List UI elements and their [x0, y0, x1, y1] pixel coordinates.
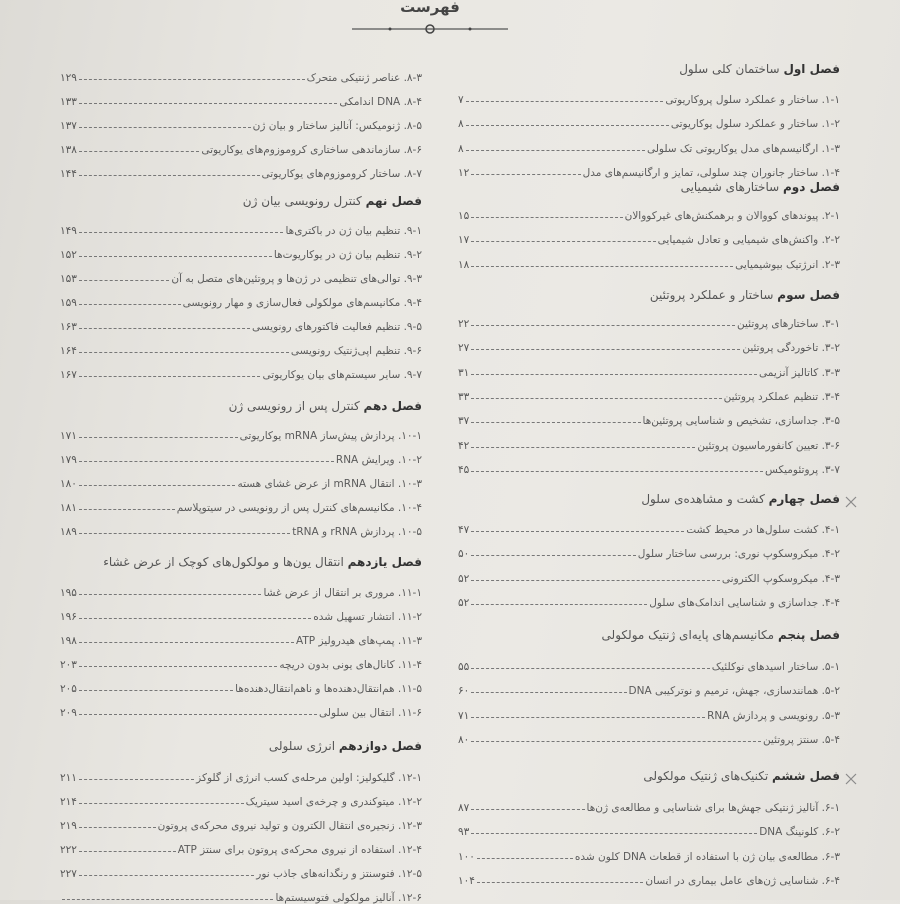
dotted-leader	[79, 376, 261, 377]
dotted-leader	[471, 266, 733, 267]
toc-entry-page: ۸	[458, 118, 464, 131]
toc-entry-title: ۹-۵. تنظیم فعالیت فاکتورهای رونویسی	[252, 321, 422, 333]
toc-entry[interactable]	[458, 818, 840, 838]
toc-entry-title: ۵-۲. همانندسازی، جهش، ترمیم و نوترکیبی DNA	[628, 685, 840, 698]
toc-entry-page: ۱۵	[458, 210, 470, 222]
toc-entry-page: ۵۲	[458, 596, 470, 609]
dotted-leader	[79, 280, 169, 281]
toc-entry[interactable]	[458, 110, 840, 130]
toc-entry-title: ۱۱-۶. انتقال بین سلولی	[319, 707, 422, 719]
toc-entry-title: ۱۲-۳. زنجیره‌ی انتقال الکترون و تولید نیروی محرکه‌ی پروتون	[157, 820, 422, 832]
toc-entry-page: ۶۰	[458, 685, 470, 698]
toc-entry-page: ۱۵۹	[60, 297, 77, 309]
chapter-number: فصل ششم	[772, 769, 840, 783]
dotted-leader	[79, 690, 233, 691]
chapter-title: کشت و مشاهده‌ی سلول	[641, 492, 765, 506]
toc-entry-page: ۱۳۷	[60, 120, 77, 132]
toc-entry[interactable]	[60, 446, 422, 466]
dotted-leader	[471, 325, 735, 326]
pencil-x-mark-icon	[844, 495, 858, 509]
toc-entry-title: ۱۰-۵. پردازش rRNA و tRNA	[292, 526, 422, 538]
chapter-heading	[103, 555, 422, 569]
chapter-heading	[681, 180, 840, 194]
pencil-x-mark-icon	[844, 772, 858, 786]
toc-entry-page: ۸۷	[458, 802, 470, 814]
toc-entry[interactable]	[60, 265, 422, 285]
toc-entry[interactable]	[60, 836, 422, 856]
toc-entry[interactable]	[60, 788, 422, 808]
dotted-leader	[466, 101, 664, 102]
toc-entry-page: ۱۸	[458, 258, 470, 271]
toc-entry[interactable]	[60, 627, 422, 647]
toc-entry-page: ۱۸۹	[60, 526, 77, 538]
dotted-leader	[79, 827, 156, 828]
dotted-leader	[79, 328, 250, 329]
toc-entry[interactable]	[60, 64, 422, 84]
toc-entry-page: ۱۶۴	[60, 345, 77, 357]
toc-entry[interactable]	[60, 313, 422, 333]
toc-entry-title: ۳-۶. تعیین کانفورماسیون پروتئین	[697, 439, 840, 452]
toc-entry-title: ۱۲-۶. آنالیز مولکولی فتوسیستم‌ها	[275, 892, 422, 904]
chapter-title: ساختار و عملکرد پروتئین	[649, 288, 774, 302]
toc-entry[interactable]	[458, 334, 840, 354]
dotted-leader	[79, 666, 277, 667]
toc-entry[interactable]	[458, 86, 840, 106]
toc-entry-title: ۱۱-۳. پمپ‌های هیدرولیز ATP	[296, 635, 422, 647]
toc-entry-title: ۹-۲. تنظیم بیان ژن در یوکاریوت‌ها	[273, 249, 422, 261]
toc-entry-title: ۲-۲. واکنش‌های شیمیایی و تعادل شیمیایی	[657, 234, 840, 247]
toc-entry-page: ۲۱۴	[60, 796, 77, 808]
toc-entry-title: ۶-۲. کلونینگ DNA	[759, 826, 840, 839]
title-ornament-icon	[350, 22, 510, 36]
dotted-leader	[477, 882, 644, 883]
toc-entry-title: ۶-۳. مطالعه‌ی بیان ژن با استفاده از قطعات DNA کلون شده	[574, 850, 840, 863]
toc-entry[interactable]	[458, 359, 840, 379]
toc-entry[interactable]	[458, 540, 840, 560]
toc-entry[interactable]	[60, 422, 422, 442]
toc-entry-title: ۹-۴. مکانیسم‌های مولکولی فعال‌سازی و مهار رونویسی	[182, 297, 422, 309]
toc-entry-page: ۱۴۴	[60, 168, 77, 180]
toc-entry-page: ۴۲	[458, 439, 470, 452]
dotted-leader	[79, 79, 305, 80]
toc-entry[interactable]	[60, 518, 422, 538]
toc-entry-title: ۸-۴. DNA اندامکی	[339, 96, 422, 108]
dotted-leader	[471, 692, 626, 693]
toc-entry-page: ۵۵	[458, 661, 470, 673]
dotted-leader	[79, 127, 251, 128]
dotted-leader	[79, 533, 290, 534]
toc-entry-title: ۶-۴. شناسایی ژن‌های عامل بیماری در انسان	[645, 874, 840, 887]
chapter-number: فصل دهم	[363, 399, 422, 413]
toc-entry-title: ۲-۱. پیوندهای کووالان و برهمکنش‌های غیرکووالان	[624, 210, 840, 222]
dotted-leader	[466, 125, 669, 126]
toc-entry-title: ۱-۲. ساختار و عملکرد سلول یوکاریوتی	[670, 118, 840, 131]
chapter-title: ساختمان کلی سلول	[679, 62, 780, 76]
toc-entry[interactable]	[60, 603, 422, 623]
dotted-leader	[471, 422, 640, 423]
toc-entry-page: ۱۵۳	[60, 273, 77, 285]
chapter-title: انتقال یون‌ها و مولکول‌های کوچک از عرض غشاء	[103, 555, 344, 569]
toc-entry-page: ۱۳۸	[60, 144, 77, 156]
toc-entry-page: ۲۲	[458, 318, 470, 330]
toc-entry-title: ۹-۷. سایر سیستم‌های بیان یوکاریوتی	[262, 369, 422, 381]
dotted-leader	[477, 858, 573, 859]
toc-entry-title: ۱۱-۱. مروری بر انتقال از عرض غشا	[263, 587, 422, 599]
chapter-title: کنترل پس از رونویسی ژن	[228, 399, 360, 413]
toc-entry-title: ۱۱-۵. هم‌انتقال‌دهنده‌ها و ناهم‌انتقال‌دهنده‌ها	[235, 683, 422, 695]
toc-entry[interactable]	[60, 337, 422, 357]
toc-entry[interactable]	[60, 812, 422, 832]
toc-entry-title: ۴-۴. جداسازی و شناسایی اندامک‌های سلول	[649, 596, 840, 609]
toc-entry-title: ۱۰-۴. مکانیسم‌های کنترل پس از رونویسی در سیتوپلاسم	[176, 502, 422, 514]
dotted-leader	[471, 580, 720, 581]
toc-entry-page: ۱۷	[458, 234, 470, 247]
dotted-leader	[471, 174, 580, 175]
dotted-leader	[79, 642, 294, 643]
toc-entry-page: ۱۵۲	[60, 249, 77, 261]
toc-entry[interactable]	[458, 251, 840, 271]
toc-entry-title: ۱۱-۴. کانال‌های یونی بدون دریچه	[279, 659, 422, 671]
dotted-leader	[79, 851, 176, 852]
chapter-heading	[679, 62, 840, 76]
toc-entry[interactable]	[60, 136, 422, 156]
toc-entry-page: ۴۵	[458, 463, 470, 476]
toc-entry[interactable]	[458, 159, 840, 179]
chapter-number: فصل یازدهم	[347, 555, 422, 569]
chapter-number: فصل نهم	[365, 194, 422, 208]
chapter-title: مکانیسم‌های پایه‌ای ژنتیک مولکولی	[601, 628, 775, 642]
dotted-leader	[471, 471, 763, 472]
toc-entry-page: ۷۱	[458, 709, 470, 722]
toc-entry[interactable]	[458, 456, 840, 476]
toc-entry[interactable]	[60, 860, 422, 880]
toc-entry-title: ۱۲-۲. میتوکندری و چرخه‌ی اسید سیتریک	[245, 796, 422, 808]
toc-entry[interactable]	[60, 651, 422, 671]
toc-entry-page: ۳۷	[458, 415, 470, 428]
dotted-leader	[79, 779, 194, 780]
toc-entry-page: ۱۳۳	[60, 96, 77, 108]
toc-entry[interactable]	[458, 589, 840, 609]
toc-entry[interactable]	[60, 675, 422, 695]
dotted-leader	[79, 509, 175, 510]
toc-entry[interactable]	[458, 202, 840, 222]
toc-entry-page: ۳۱	[458, 366, 470, 379]
toc-entry-title: ۵-۳. رونویسی و پردازش RNA	[707, 709, 840, 722]
dotted-leader	[79, 437, 238, 438]
dotted-leader	[79, 875, 254, 876]
dotted-leader	[471, 833, 757, 834]
toc-entry-page: ۱۶۳	[60, 321, 77, 333]
toc-entry-page: ۴۷	[458, 524, 470, 536]
toc-entry-title: ۶-۱. آنالیز ژنتیکی جهش‌ها برای شناسایی و مطالعه‌ی ژن‌ها	[586, 802, 840, 814]
chapter-heading	[643, 769, 840, 783]
toc-entry-page: ۲۲۲	[60, 844, 77, 856]
toc-entry-page: ۲۰۳	[60, 659, 77, 671]
toc-entry-title: ۴-۲. میکروسکوپ نوری: بررسی ساختار سلول	[637, 548, 840, 561]
toc-entry[interactable]	[458, 677, 840, 697]
toc-entry-page: ۹۳	[458, 826, 470, 839]
dotted-leader	[79, 485, 236, 486]
dotted-leader	[79, 304, 181, 305]
toc-entry-page: ۱۹۸	[60, 635, 77, 647]
chapter-title: کنترل رونویسی بیان ژن	[242, 194, 362, 208]
toc-entry-page: ۲۰۹	[60, 707, 77, 719]
page-title: فهرست	[400, 0, 460, 16]
toc-entry[interactable]	[60, 289, 422, 309]
toc-entry-page: ۵۰	[458, 548, 470, 561]
toc-entry-title: ۸-۳. عناصر ژنتیکی متحرک	[306, 72, 422, 84]
toc-entry-title: ۴-۳. میکروسکوپ الکترونی	[721, 572, 840, 585]
chapter-number: فصل سوم	[777, 288, 840, 302]
dotted-leader	[79, 256, 272, 257]
toc-entry-page: ۱۸۰	[60, 478, 77, 490]
toc-entry-title: ۱۲-۱. گلیکولیز: اولین مرحله‌ی کسب انرژی از گلوکز	[196, 772, 422, 784]
toc-entry-page: ۱۷۹	[60, 454, 77, 466]
toc-entry[interactable]	[60, 470, 422, 490]
toc-entry-page: ۱۲۹	[60, 72, 77, 84]
dotted-leader	[471, 398, 721, 399]
toc-entry-title: ۳-۱. ساختارهای پروتئین	[736, 318, 840, 330]
toc-entry[interactable]	[458, 383, 840, 403]
toc-entry[interactable]	[458, 867, 840, 887]
dotted-leader	[79, 175, 260, 176]
chapter-title: ساختارهای شیمیایی	[680, 180, 780, 194]
toc-entry-page: ۱۰۰	[458, 850, 475, 863]
toc-entry[interactable]	[458, 226, 840, 246]
toc-entry-page: ۱۹۵	[60, 587, 77, 599]
toc-entry-page: ۲۱۱	[60, 772, 77, 784]
toc-entry-title: ۴-۱. کشت سلول‌ها در محیط کشت	[686, 524, 840, 536]
toc-entry-title: ۱۰-۱. پردازش پیش‌ساز mRNA یوکاریوتی	[239, 430, 422, 442]
toc-entry-page: ۱۲	[458, 166, 470, 179]
toc-entry-title: ۹-۳. توالی‌های تنظیمی در ژن‌ها و پروتئین‌های متصل به آن	[171, 273, 422, 285]
toc-entry-title: ۵-۱. ساختار اسیدهای نوکلئیک	[711, 661, 840, 673]
dotted-leader	[471, 668, 709, 669]
toc-entry-title: ۹-۱. تنظیم بیان ژن در باکتری‌ها	[285, 225, 422, 237]
toc-entry-title: ۳-۴. تنظیم عملکرد پروتئین	[723, 390, 840, 403]
toc-entry[interactable]	[458, 565, 840, 585]
chapter-heading	[243, 194, 422, 208]
dotted-leader	[471, 555, 635, 556]
toc-entry[interactable]	[60, 494, 422, 514]
toc-entry[interactable]	[60, 217, 422, 237]
dotted-leader	[471, 447, 695, 448]
toc-entry[interactable]	[458, 702, 840, 722]
toc-entry[interactable]	[458, 407, 840, 427]
toc-entry[interactable]	[458, 794, 840, 814]
toc-entry-title: ۳-۵. جداسازی، تشخیص و شناسایی پروتئین‌ها	[642, 415, 840, 428]
toc-entry[interactable]	[458, 135, 840, 155]
toc-entry-page: ۲۱۹	[60, 820, 77, 832]
toc-entry-page: ۱۴۹	[60, 225, 77, 237]
toc-entry[interactable]	[60, 361, 422, 381]
dotted-leader	[79, 594, 262, 595]
toc-entry[interactable]	[60, 160, 422, 180]
chapter-number: فصل دوم	[783, 180, 840, 194]
toc-entry[interactable]	[60, 884, 422, 904]
toc-entry-page: ۷	[458, 94, 464, 106]
toc-entry[interactable]	[60, 88, 422, 108]
toc-entry-page: ۲۰۵	[60, 683, 77, 695]
toc-entry[interactable]	[458, 843, 840, 863]
toc-entry-page: ۱۸۱	[60, 502, 77, 514]
dotted-leader	[471, 604, 647, 605]
toc-entry-page: ۱۹۶	[60, 611, 77, 623]
toc-entry-title: ۳-۲. تاخوردگی پروتئین	[742, 342, 840, 355]
chapter-heading	[650, 288, 840, 302]
toc-entry-title: ۸-۵. ژنومیکس: آنالیز ساختار و بیان ژن	[252, 120, 422, 132]
dotted-leader	[79, 461, 334, 462]
dotted-leader	[471, 374, 757, 375]
toc-entry[interactable]	[60, 112, 422, 132]
toc-entry-title: ۱۰-۲. ویرایش RNA	[335, 454, 422, 466]
dotted-leader	[79, 352, 289, 353]
toc-entry[interactable]	[458, 653, 840, 673]
toc-entry-title: ۳-۳. کاتالیز آنزیمی	[759, 366, 840, 379]
chapter-heading	[602, 628, 840, 642]
chapter-heading	[269, 739, 422, 753]
dotted-leader	[79, 714, 317, 715]
toc-entry[interactable]	[60, 699, 422, 719]
dotted-leader	[471, 349, 740, 350]
toc-entry-title: ۱۲-۴. استفاده از نیروی محرکه‌ی پروتون برای سنتز ATP	[177, 844, 422, 856]
toc-entry[interactable]	[458, 310, 840, 330]
toc-entry-page: ۳۳	[458, 390, 470, 403]
chapter-number: فصل دوازدهم	[338, 739, 422, 753]
toc-entry-page: ۲۲۷	[60, 868, 77, 880]
chapter-title: تکنیک‌های ژنتیک مولکولی	[643, 769, 769, 783]
toc-entry-page: ۸۰	[458, 733, 470, 746]
toc-entry[interactable]	[60, 764, 422, 784]
dotted-leader	[79, 618, 311, 619]
toc-entry[interactable]	[458, 432, 840, 452]
toc-entry-title: ۱-۱. ساختار و عملکرد سلول پروکاریوتی	[665, 94, 840, 106]
toc-entry-title: ۱۲-۵. فتوسنتز و رنگدانه‌های جاذب نور	[256, 868, 422, 880]
chapter-heading	[229, 399, 422, 413]
toc-entry-title: ۳-۷. پروتئومیکس	[764, 463, 840, 476]
toc-entry-title: ۱-۳. ارگانیسم‌های مدل یوکاریوتی تک سلولی	[646, 142, 840, 155]
toc-entry-title: ۸-۶. سازماندهی ساختاری کروموزوم‌های یوکاریوتی	[201, 144, 422, 156]
toc-entry[interactable]	[458, 516, 840, 536]
toc-entry-title: ۱-۴. ساختار جانوران چند سلولی، تمایز و ارگانیسم‌های مدل	[582, 166, 840, 179]
toc-entry-title: ۱۰-۳. انتقال mRNA از عرض غشای هسته	[237, 478, 422, 490]
dotted-leader	[471, 717, 705, 718]
dotted-leader	[79, 803, 244, 804]
chapter-heading	[641, 492, 840, 506]
toc-entry[interactable]	[60, 241, 422, 261]
dotted-leader	[466, 150, 645, 151]
dotted-leader	[471, 531, 684, 532]
toc-entry[interactable]	[60, 579, 422, 599]
dotted-leader	[79, 103, 337, 104]
chapter-number: فصل چهارم	[768, 492, 840, 506]
toc-entry-title: ۱۱-۲. انتشار تسهیل شده	[313, 611, 422, 623]
dotted-leader	[79, 151, 199, 152]
toc-entry-page: ۲۷	[458, 342, 470, 355]
toc-entry-title: ۹-۶. تنظیم اپی‌ژنتیک رونویسی	[290, 345, 422, 357]
toc-entry[interactable]	[458, 726, 840, 746]
dotted-leader	[79, 232, 284, 233]
toc-entry-title: ۸-۷. ساختار کروموزوم‌های یوکاریوتی	[261, 168, 422, 180]
chapter-title: انرژی سلولی	[268, 739, 336, 753]
chapter-number: فصل پنجم	[777, 628, 840, 642]
toc-entry-title: ۲-۳. انرژتیک بیوشیمیایی	[735, 258, 840, 271]
dotted-leader	[471, 809, 584, 810]
toc-entry-title: ۵-۴. سنتز پروتئین	[762, 733, 840, 746]
dotted-leader	[471, 241, 655, 242]
chapter-number: فصل اول	[783, 62, 840, 76]
dotted-leader	[471, 217, 622, 218]
toc-entry-page: ۵۲	[458, 572, 470, 585]
toc-entry-page: ۱۰۴	[458, 874, 475, 887]
toc-entry-page: ۱۶۷	[60, 369, 77, 381]
toc-entry-page: ۱۷۱	[60, 430, 77, 442]
toc-entry-page: ۸	[458, 142, 464, 155]
dotted-leader	[471, 741, 761, 742]
